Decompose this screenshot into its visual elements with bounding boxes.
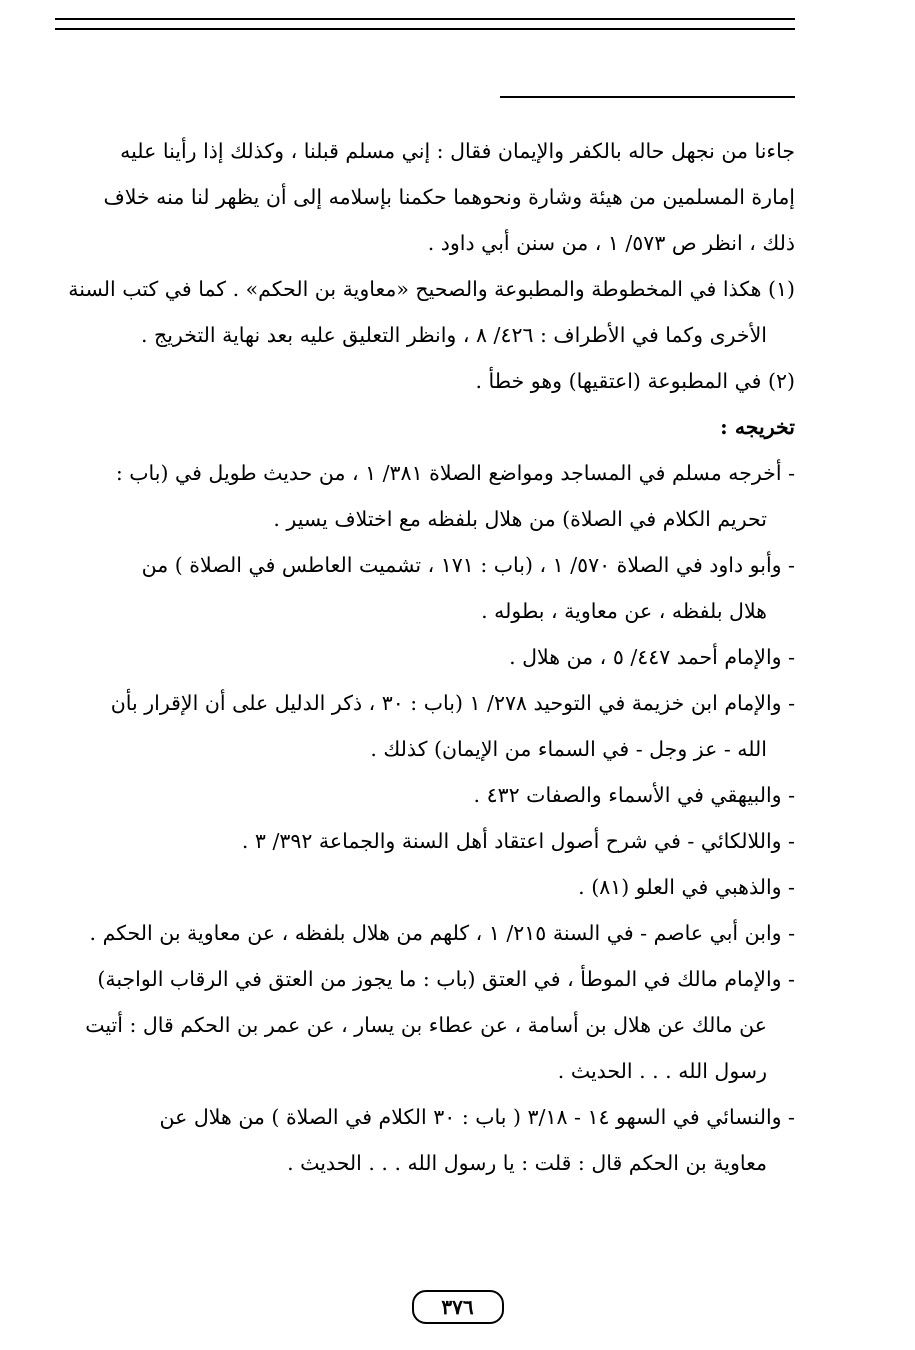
- entry-line: رسول الله . . . الحديث .: [557, 1059, 767, 1083]
- entry-line: - والبيهقي في الأسماء والصفات ٤٣٢ .: [473, 783, 795, 807]
- entry-line: - واللالكائي - في شرح أصول اعتقاد أهل السنة والجماعة ٣٩٢/ ٣ .: [241, 829, 795, 853]
- entry-line: تحريم الكلام في الصلاة) من هلال بلفظه مع اختلاف يسير .: [273, 507, 767, 531]
- entry-line: معاوية بن الحكم قال : قلت : يا رسول الله . . . الحديث .: [287, 1151, 767, 1175]
- section-heading: تخريجه :: [720, 415, 795, 439]
- header-rule: [55, 18, 795, 20]
- entry-line: - والإمام أحمد ٤٤٧/ ٥ ، من هلال .: [509, 645, 795, 669]
- entry-line: - والذهبي في العلو (٨١) .: [578, 875, 795, 899]
- entry-line: - والإمام ابن خزيمة في التوحيد ٢٧٨/ ١ (باب : ٣٠ ، ذكر الدليل على أن الإقرار بأن: [110, 691, 795, 715]
- entry-line: - وأبو داود في الصلاة ٥٧٠/ ١ ، (باب : ١٧١ ، تشميت العاطس في الصلاة ) من: [141, 553, 795, 577]
- footnote-2: (٢) في المطبوعة (اعتقيها) وهو خطأ .: [475, 369, 795, 393]
- entry-line: هلال بلفظه ، عن معاوية ، بطوله .: [481, 599, 767, 623]
- entry-line: - أخرجه مسلم في المساجد ومواضع الصلاة ٣٨١/ ١ ، من حديث طويل في (باب :: [115, 461, 795, 485]
- footnote-1-line: (١) هكذا في المخطوطة والمطبوعة والصحيح «معاوية بن الحكم» . كما في كتب السنة: [68, 277, 795, 301]
- header-rule-second: [55, 28, 795, 30]
- entry-line: - والإمام مالك في الموطأ ، في العتق (باب : ما يجوز من العتق في الرقاب الواجبة): [97, 967, 795, 991]
- page-text: [58, 128, 795, 1186]
- text-line: ذلك ، انظر ص ٥٧٣/ ١ ، من سنن أبي داود .: [427, 231, 795, 255]
- footnote-1-line: الأخرى وكما في الأطراف : ٤٢٦/ ٨ ، وانظر التعليق عليه بعد نهاية التخريج .: [140, 323, 767, 347]
- text-line: جاءنا من نجهل حاله بالكفر والإيمان فقال : إني مسلم قبلنا ، وكذلك إذا رأينا عليه: [120, 139, 795, 163]
- footnote-separator: [500, 96, 795, 98]
- entry-line: الله - عز وجل - في السماء من الإيمان) كذلك .: [370, 737, 767, 761]
- entry-line: عن مالك عن هلال بن أسامة ، عن عطاء بن يسار ، عن عمر بن الحكم قال : أتيت: [85, 1013, 767, 1037]
- entry-line: - والنسائي في السهو ١٤ - ٣/١٨ ( باب : ٣٠ الكلام في الصلاة ) من هلال عن: [159, 1105, 795, 1129]
- text-line: إمارة المسلمين من هيئة وشارة ونحوهما حكمنا بإسلامه إلى أن يظهر لنا منه خلاف: [103, 185, 795, 209]
- page-number: ٣٧٦: [412, 1290, 504, 1324]
- entry-line: - وابن أبي عاصم - في السنة ٢١٥/ ١ ، كلهم من هلال بلفظه ، عن معاوية بن الحكم .: [89, 921, 795, 945]
